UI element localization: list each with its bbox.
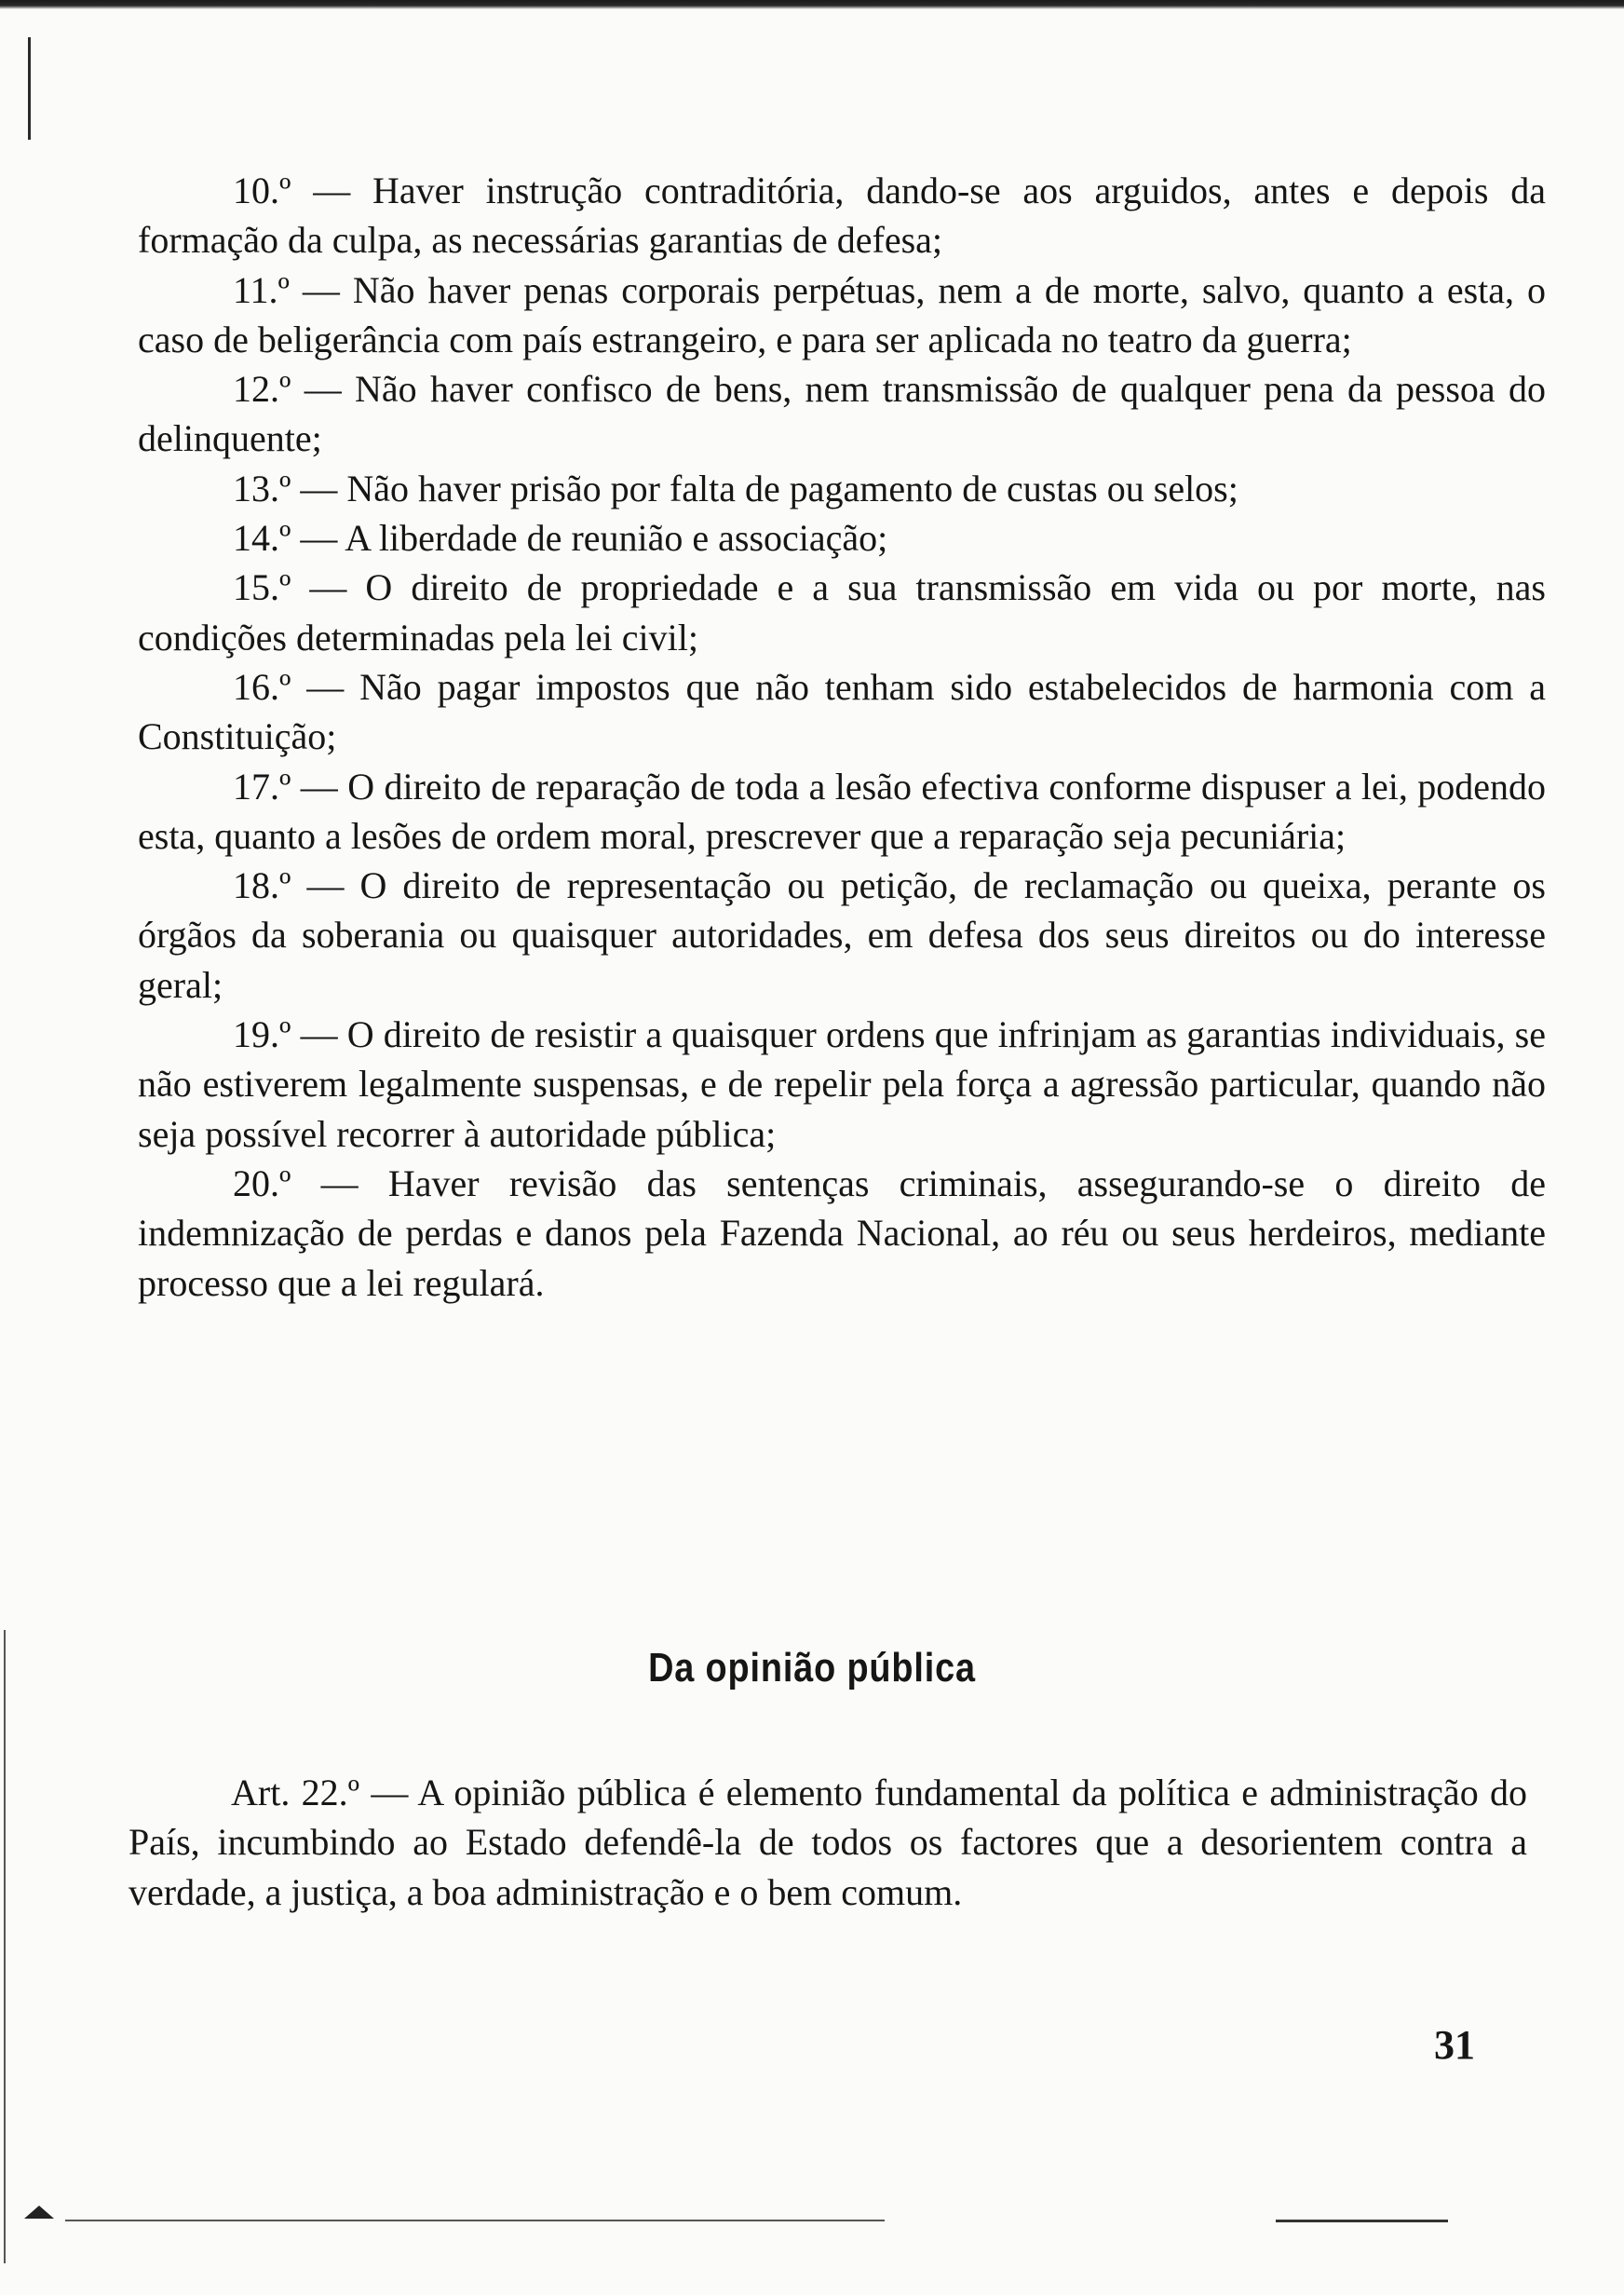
scan-left-mark <box>28 37 31 140</box>
scan-top-edge <box>0 0 1624 9</box>
page-number: 31 <box>1434 2022 1475 2068</box>
scan-corner-mark <box>24 2206 54 2219</box>
section-heading: Da opinião pública <box>648 1645 976 1691</box>
list-item: 10.º — Haver instrução contraditória, dando-se aos arguidos, antes e depois da formação da culpa, as necessárias garantias de defesa; <box>138 170 1546 262</box>
list-item: 11.º — Não haver penas corporais perpétuas, nem a de morte, salvo, quanto a esta, o caso de beligerância com país estrangeiro, e para ser aplicada no teatro da guerra; <box>138 268 1546 360</box>
list-item: 15.º — O direito de propriedade e a sua transmissão em vida ou por morte, nas condições determinadas pela lei civil; <box>138 566 1546 659</box>
scan-bottom-rule <box>65 2220 885 2221</box>
scan-bottom-rule <box>1276 2220 1448 2222</box>
list-item: 20.º — Haver revisão das sentenças criminais, assegurando-se o direito de indemnização de perdas e danos pela Fazenda Nacional, ao réu ou seus herdeiros, mediante processo que a lei regulará. <box>138 1161 1546 1304</box>
list-item: 12.º — Não haver confisco de bens, nem transmissão de qualquer pena da pessoa do delinquente; <box>138 368 1546 460</box>
list-item: 18.º — O direito de representação ou petição, de reclamação ou queixa, perante os órgãos da soberania ou quaisquer autoridades, em defesa dos seus direitos ou do interesse geral; <box>138 864 1546 1006</box>
list-item: 13.º — Não haver prisão por falta de pagamento de custas ou selos; <box>233 467 1238 509</box>
list-item: 19.º — O direito de resistir a quaisquer ordens que infrinjam as garantias individuais, se não estiverem legalmente suspensas, e de repelir pela força a agressão particular, quando não seja possível recorrer à autoridade pública; <box>138 1013 1546 1155</box>
article-paragraph: Art. 22.º — A opinião pública é elemento fundamental da política e administração do País, incumbindo ao Estado defendê-la de todos os factores que a desorientem contra a verdade, a justiça, a boa administração e o bem comum. <box>129 1772 1527 1913</box>
list-item: 16.º — Não pagar impostos que não tenham sido estabelecidos de harmonia com a Constituição; <box>138 665 1546 758</box>
list-item: 14.º — A liberdade de reunião e associação; <box>233 517 888 560</box>
rights-list <box>138 166 1546 1308</box>
list-item: 17.º — O direito de reparação de toda a lesão efectiva conforme dispuser a lei, podendo esta, quanto a lesões de ordem moral, prescrever que a reparação seja pecuniária; <box>138 765 1546 857</box>
scan-left-edge <box>4 1630 6 2263</box>
